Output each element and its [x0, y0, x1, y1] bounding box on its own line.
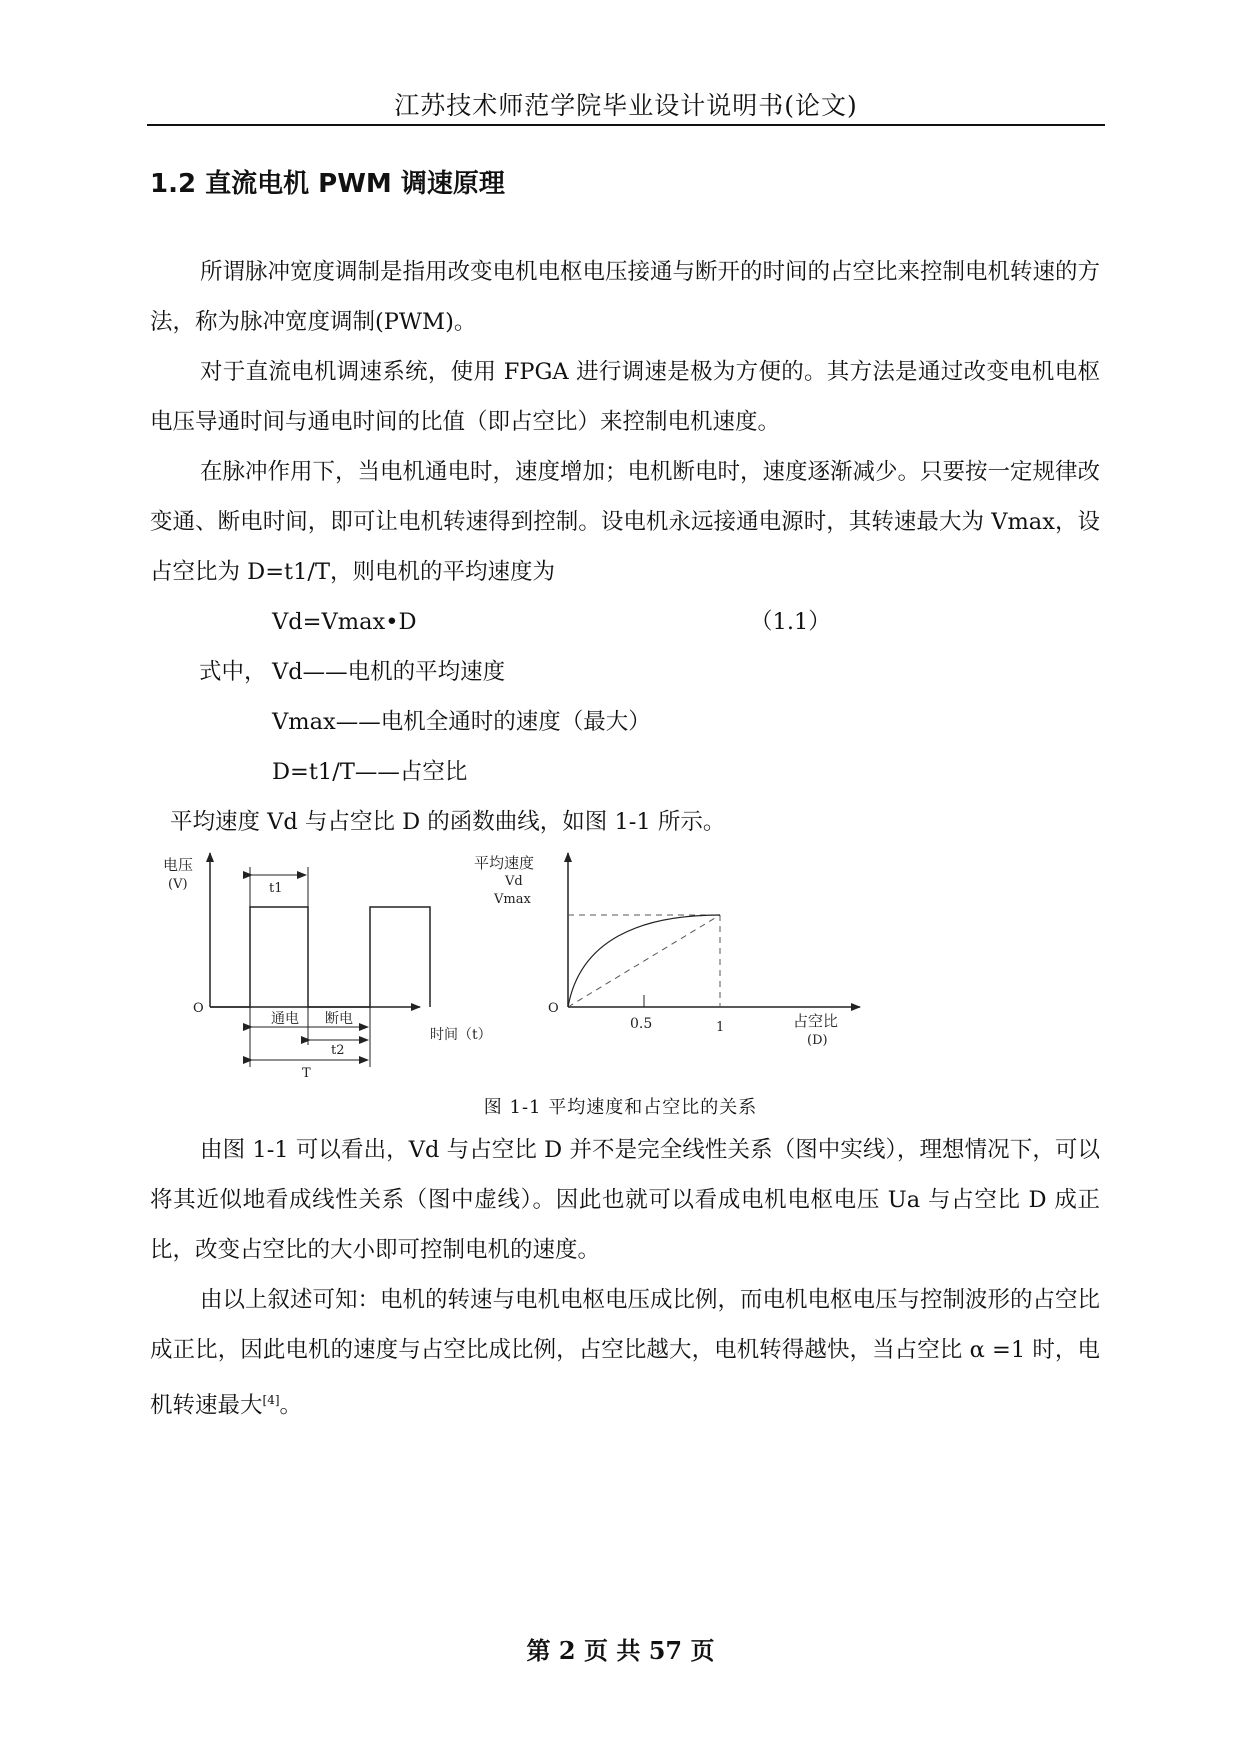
off-label: 断电 [325, 1011, 353, 1027]
formula-number: （1.1） [750, 609, 831, 635]
paragraph-pwm-definition: 所谓脉冲宽度调制是指用改变电机电枢电压接通与断开的时间的占空比来控制电机转速的方法，称为脉冲宽度调制(PWM)。 [150, 259, 1101, 335]
figure-caption: 图 1-1 平均速度和占空比的关系 [483, 1097, 758, 1118]
tick-one-label: 1 [716, 1020, 725, 1035]
section-title: 1.2 直流电机 PWM 调速原理 [150, 169, 505, 199]
definition-duty: D=t1/T——占空比 [272, 759, 468, 785]
paragraph-fpga-control: 对于直流电机调速系统，使用 FPGA 进行调速是极为方便的。其方法是通过改变电机电枢电压导通时间与通电时间的比值（即占空比）来控制电机速度。 [150, 359, 1100, 435]
t2-label: t2 [331, 1043, 345, 1058]
voltage-unit-label: (V) [168, 877, 188, 892]
definition-lead: 式中， [199, 659, 267, 685]
duty-axis-label: 占空比 [793, 1012, 839, 1030]
linear-approximation-line [568, 915, 720, 1007]
pwm-pulse-wave [210, 907, 430, 1007]
pwm-waveform-chart [163, 853, 492, 1081]
speed-axis-label: 平均速度 [474, 854, 535, 872]
period-label: T [302, 1066, 311, 1081]
speed-duty-chart [474, 853, 860, 1048]
total-pages: 57 [648, 1636, 683, 1665]
figure-intro: 平均速度 Vd 与占空比 D 的函数曲线，如图 1-1 所示。 [170, 809, 726, 835]
left-origin-label: O [193, 1001, 204, 1016]
vd-axis-label: Vd [505, 874, 523, 889]
document-header: 江苏技术师范学院毕业设计说明书(论文) [394, 91, 858, 120]
citation-reference[interactable]: [4] [262, 1393, 280, 1407]
formula-expression: Vd=Vmax•D [272, 609, 417, 635]
header-divider [147, 124, 1105, 126]
conclusion-end: 。 [279, 1392, 303, 1419]
figure-pwm-diagram [0, 845, 1241, 1085]
voltage-axis-label: 电压 [163, 856, 194, 874]
t1-label: t1 [269, 881, 283, 896]
paragraph-conclusion [150, 1275, 1100, 1431]
definition-vd: Vd——电机的平均速度 [272, 659, 506, 685]
definition-vmax: Vmax——电机全通时的速度（最大） [272, 709, 651, 735]
footer-middle: 页 共 [583, 1636, 641, 1665]
footer-prefix: 第 [526, 1636, 551, 1665]
duty-unit-label: (D) [807, 1033, 828, 1048]
conclusion-text: 由以上叙述可知：电机的转速与电机电枢电压成比例，而电机电枢电压与控制波形的占空比成正比，因此电机的速度与占空比成比例，占空比越大，电机转得越快，当占空比 α =1 时，电机转速最大 [150, 1287, 1101, 1419]
right-origin-label: O [548, 1001, 559, 1016]
page-number: 2 [558, 1636, 576, 1665]
tick-half-label: 0.5 [630, 1016, 653, 1032]
paragraph-figure-analysis: 由图 1-1 可以看出，Vd 与占空比 D 并不是完全线性关系（图中实线），理想情况下，可以将其近似地看成线性关系（图中虚线）。因此也就可以看成电机电枢电压 Ua 与占空比 D 成正比，改变占空比的大小即可控制电机的速度。 [150, 1137, 1100, 1263]
page-footer [0, 1631, 1241, 1666]
on-label: 通电 [271, 1011, 299, 1027]
footer-suffix: 页 [690, 1636, 715, 1665]
vmax-axis-label: Vmax [494, 892, 531, 907]
time-axis-label: 时间（t） [430, 1027, 492, 1043]
paragraph-speed-principle: 在脉冲作用下，当电机通电时，速度增加；电机断电时，速度逐渐减少。只要按一定规律改变通、断电时间，即可让电机转速得到控制。设电机永远接通电源时，其转速最大为 Vmax，设占空比为 D=t1/T，则电机的平均速度为 [150, 459, 1101, 585]
